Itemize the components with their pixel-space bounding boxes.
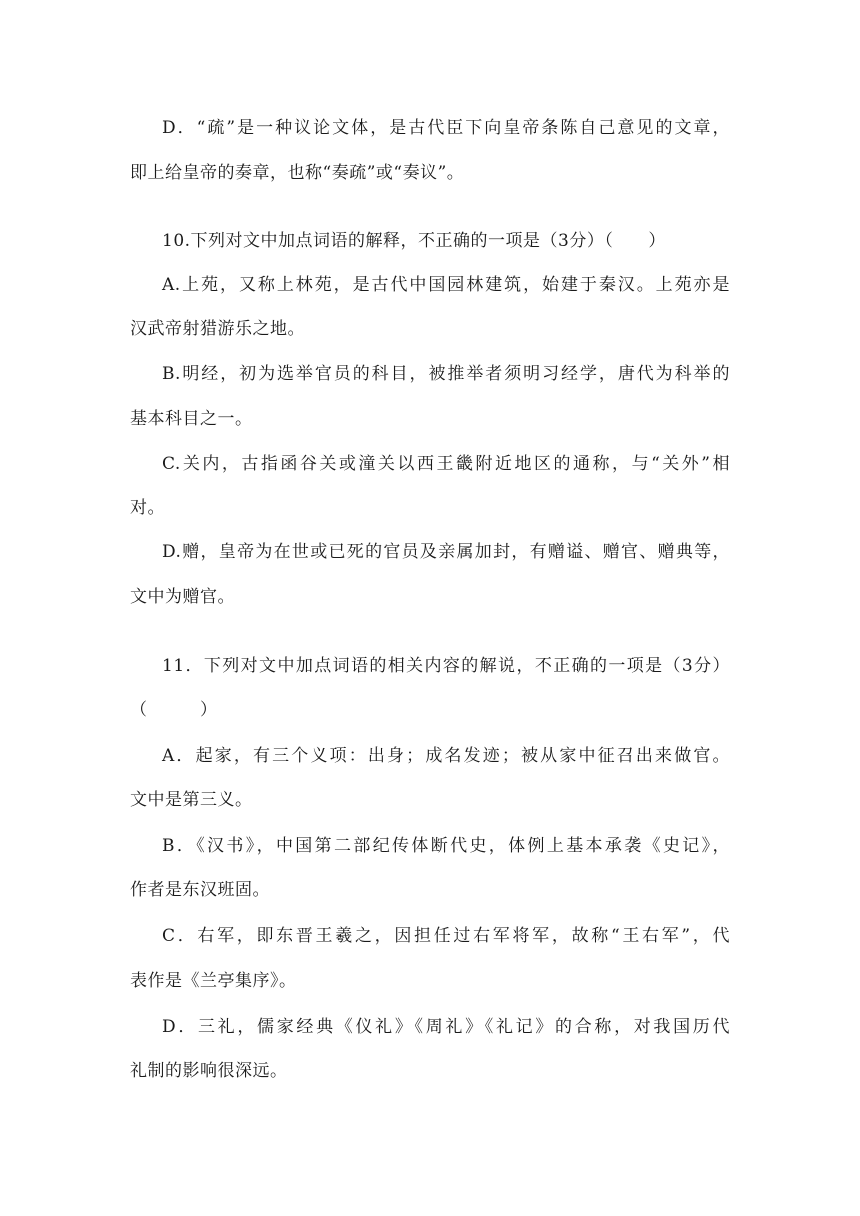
q9-option-d-line2: 即上给皇帝的奏章，也称“奏疏”或“奏议”。 — [130, 163, 465, 183]
q10-stem: 10.下列对文中加点词语的解释，不正确的一项是（3分）（ ） — [162, 231, 666, 251]
q11-option-c-line1: C．右军，即东晋王羲之，因担任过右军将军，故称“王右军”，代 — [162, 926, 730, 946]
q11-option-a-line1: A．起家，有三个义项：出身；成名发迹；被从家中征召出来做官。 — [162, 746, 730, 766]
q10-option-d-line1: D.赠，皇帝为在世或已死的官员及亲属加封，有赠谥、赠官、赠典等， — [162, 542, 730, 562]
q10-option-b-line1: B.明经，初为选举官员的科目，被推举者须明习经学，唐代为科举的 — [162, 364, 730, 384]
q11-option-a-line2: 文中是第三义。 — [130, 790, 253, 810]
q10-option-a-line1: A.上苑，又称上林苑，是古代中国园林建筑，始建于秦汉。上苑亦是 — [162, 275, 730, 295]
q11-option-c-line2: 表作是《兰亭集序》。 — [130, 971, 297, 991]
q10-option-c-line1: C.关内，古指函谷关或潼关以西王畿附近地区的通称，与“关外”相 — [162, 454, 730, 474]
q10-option-c-line2: 对。 — [130, 498, 165, 518]
q10-option-d-line2: 文中为赠官。 — [130, 587, 235, 607]
q11-option-b-line1: B．《汉书》，中国第二部纪传体断代史，体例上基本承袭《史记》， — [162, 836, 730, 856]
q10-option-a-line2: 汉武帝射猎游乐之地。 — [130, 319, 305, 339]
q11-stem-line1: 11．下列对文中加点词语的相关内容的解说，不正确的一项是（3分） — [162, 656, 730, 676]
q10-option-b-line2: 基本科目之一。 — [130, 409, 253, 429]
q9-option-d-line1: D．“疏”是一种议论文体，是古代臣下向皇帝条陈自己意见的文章， — [162, 118, 730, 138]
q11-option-b-line2: 作者是东汉班固。 — [130, 880, 270, 900]
q11-option-d-line1: D．三礼，儒家经典《仪礼》《周礼》《礼记》的合称，对我国历代 — [162, 1017, 730, 1037]
q11-option-d-line2: 礼制的影响很深远。 — [130, 1061, 288, 1081]
q11-stem-line2: （ ） — [130, 700, 218, 720]
